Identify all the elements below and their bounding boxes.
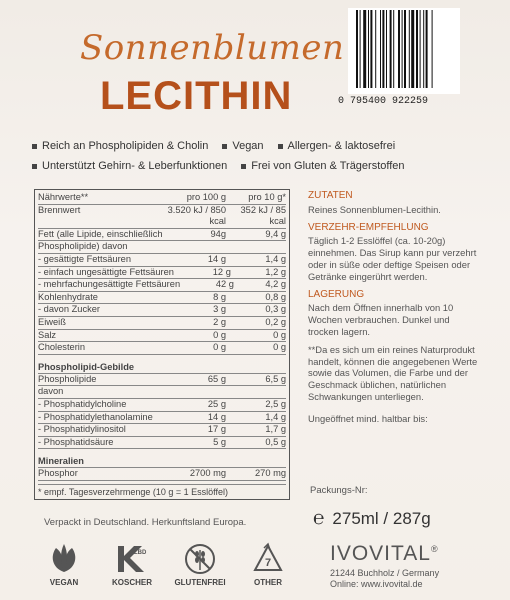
nutrition-row: - Phosphatidylethanolamine 14 g 1,4 g (38, 412, 286, 425)
bullet-icon (32, 144, 37, 149)
feature-list (32, 140, 405, 180)
nutrition-row: - gesättigte Fettsäuren 14 g 1,4 g (38, 254, 286, 267)
gluten-free-icon (182, 542, 218, 576)
barcode-bars-icon (356, 10, 454, 88)
feature-item: Reich an Phospholipiden & Cholin (32, 140, 208, 152)
volume-weight (313, 508, 431, 530)
nutrition-row: Kohlenhydrate 8 g 0,8 g (38, 292, 286, 305)
nutrition-header: Nährwerte** pro 100 g pro 10 g* (38, 192, 286, 205)
website-line: Online: www.ivovital.de (330, 579, 423, 589)
nutrition-row: Brennwert 3.520 kJ / 850 kcal 352 kJ / 85 kcal (38, 205, 286, 229)
product-info (308, 190, 478, 431)
volume-text: 275ml / 287g (332, 509, 431, 528)
usage-text: Täglich 1-2 Esslöffel (ca. 10-20g) einnehmen. Das Sirup kann pur verzehrt oder in süße oder deftige Speisen oder Getränke eingerührt werden. (308, 235, 477, 282)
nutrition-row: Cholesterin 0 g 0 g (38, 342, 286, 355)
kosher-badge: LBD KOSCHER (106, 542, 158, 587)
nutrition-row: Eiweiß 2 g 0,2 g (38, 317, 286, 330)
bullet-icon (32, 164, 37, 169)
vegan-leaf-icon (46, 542, 82, 576)
feature-item: Allergen- & laktosefrei (278, 140, 396, 152)
barcode (348, 8, 460, 94)
brand-logo: IVOVITAL® (330, 542, 439, 565)
kosher-icon (114, 542, 150, 576)
brand-address (330, 568, 439, 590)
address-line: 21244 Buchholz / Germany (330, 568, 440, 578)
nutrition-row: - Phosphatidylinositol 17 g 1,7 g (38, 424, 286, 437)
product-title-script: Sonnenblumen (80, 28, 345, 68)
nutrition-row: - mehrfachungesättigte Fettsäuren 42 g 4,2 g (38, 279, 286, 292)
natural-variation-note: **Da es sich um ein reines Naturprodukt handelt, können die angegebenen Werte sowie das Volumen, die Farbe und der Geschmack üblichen, natürlichen Schwankungen unterliegen. (308, 343, 478, 402)
vegan-badge: VEGAN (38, 542, 90, 587)
estimated-sign-icon: ℮ (313, 508, 325, 529)
bullet-icon (241, 164, 246, 169)
nutrition-row: Phospholipide) davon (38, 241, 286, 254)
feature-item: Unterstützt Gehirn- & Leberfunktionen (32, 160, 227, 172)
gluten-free-badge: GLUTENFREI (174, 542, 226, 587)
phospholipid-heading: Phospholipid-Gebilde (38, 361, 286, 374)
minerals-heading: Mineralien (38, 455, 286, 468)
feature-item: Vegan (222, 140, 263, 152)
nutrition-footnote: * empf. Tagesverzehrmenge (10 g = 1 Esslöffel) (38, 484, 286, 497)
recycle-icon (250, 542, 286, 576)
barcode-digit-1: 0 (338, 96, 345, 107)
nutrition-table (34, 189, 290, 500)
barcode-number (338, 96, 428, 107)
usage-heading: VERZEHR-EMPFEHLUNG (308, 221, 429, 233)
barcode-digit-2: 795400 (350, 96, 387, 107)
ingredients-heading: ZUTATEN (308, 190, 353, 201)
certification-icons (38, 542, 294, 587)
nutrition-row: - Phosphatidylcholine 25 g 2,5 g (38, 399, 286, 412)
ingredients-text: Reines Sonnenblumen-Lecithin. (308, 203, 441, 215)
nutrition-row: Phosphor 2700 mg 270 mg (38, 468, 286, 481)
batch-number-label: Packungs-Nr: (310, 485, 368, 496)
svg-text:7: 7 (265, 557, 272, 569)
svg-text:LBD: LBD (134, 550, 147, 556)
recycle-badge: 7 OTHER (242, 542, 294, 587)
product-title-main: LECITHIN (100, 74, 293, 118)
origin-text: Verpackt in Deutschland. Herkunftsland Europa. (44, 517, 247, 528)
feature-item: Frei von Gluten & Trägerstoffen (241, 160, 404, 172)
nutrition-row: Fett (alle Lipide, einschließlich 94g 9,4 g (38, 229, 286, 242)
storage-heading: LAGERUNG (308, 288, 365, 300)
nutrition-row: - Phosphatidsäure 5 g 0,5 g (38, 437, 286, 450)
nutrition-row: Salz 0 g 0 g (38, 330, 286, 343)
nutrition-row: - einfach ungesättigte Fettsäuren 12 g 1,2 g (38, 267, 286, 280)
bullet-icon (278, 144, 283, 149)
storage-text: Nach dem Öffnen innerhalb von 10 Wochen verbrauchen. Dunkel und trocken lagern. (308, 302, 454, 337)
nutrition-row: Phospholipide 65 g 6,5 g (38, 374, 286, 387)
nutrition-row: - davon Zucker 3 g 0,3 g (38, 304, 286, 317)
barcode-digit-3: 922259 (392, 96, 429, 107)
bullet-icon (222, 144, 227, 149)
best-before-label: Ungeöffnet mind. haltbar bis: (308, 412, 428, 424)
nutrition-row: davon (38, 386, 286, 399)
